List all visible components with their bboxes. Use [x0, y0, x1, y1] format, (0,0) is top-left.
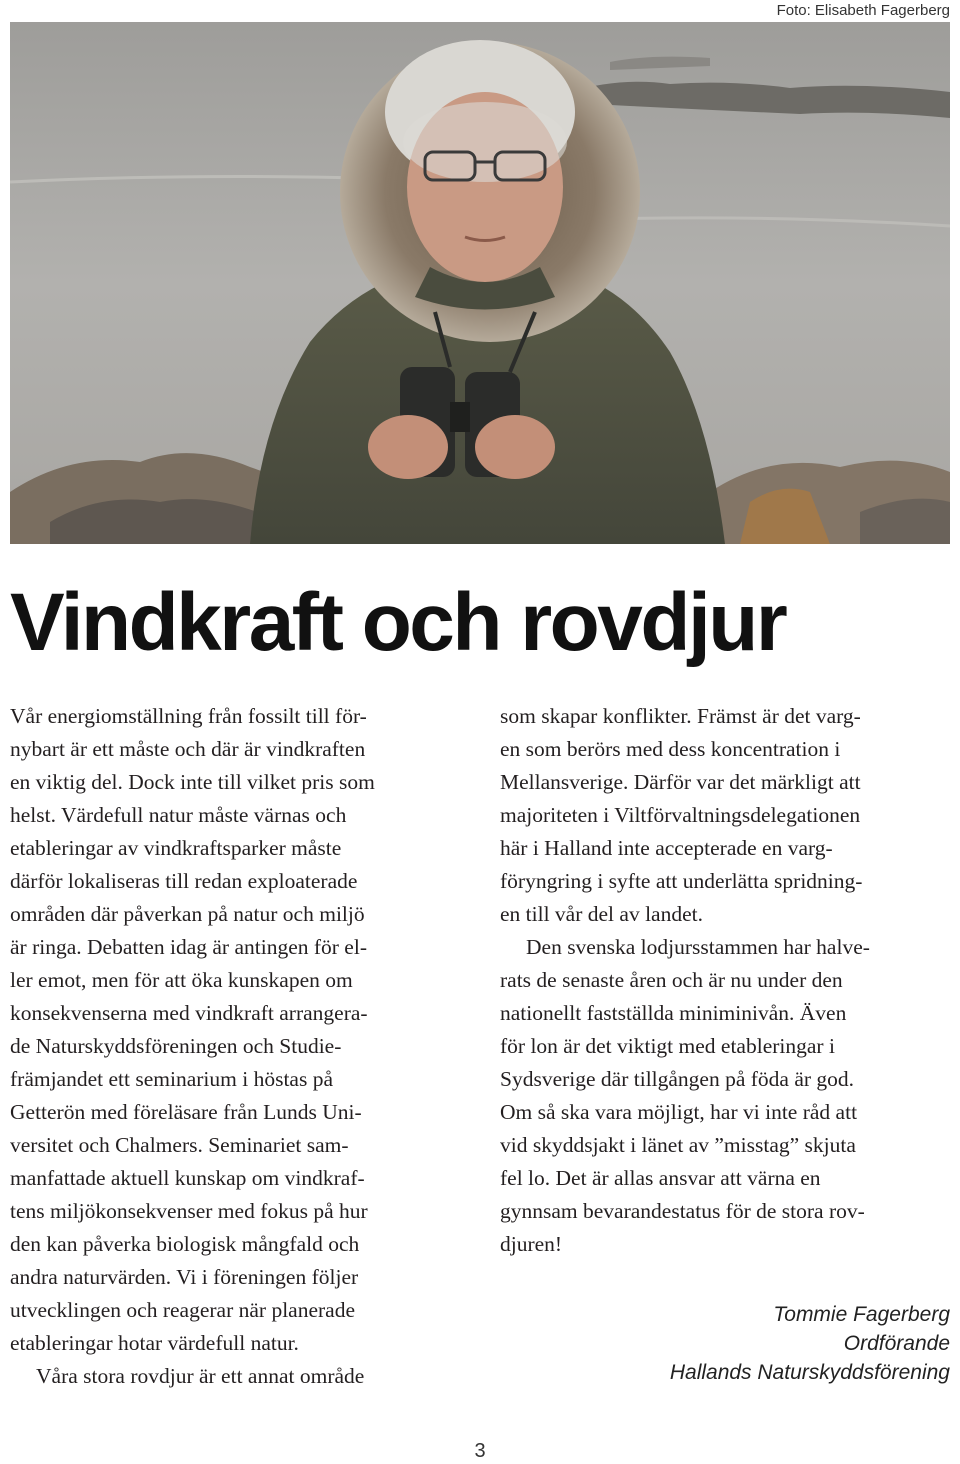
text-line: ler emot, men för att öka kunskapen om	[10, 968, 353, 992]
text-line: Den svenska lodjursstammen har halve-	[526, 935, 870, 959]
text-line: Mellansverige. Därför var det märkligt att	[500, 770, 861, 794]
signature-role: Ordförande	[843, 1332, 950, 1355]
article-left-column	[10, 700, 458, 1393]
text-line: manfattade aktuell kunskap om vindkraf-	[10, 1166, 365, 1190]
text-line: en viktig del. Dock inte till vilket pris som	[10, 770, 375, 794]
text-line: nybart är ett måste och där är vindkraften	[10, 737, 366, 761]
text-line: versitet och Chalmers. Seminariet sam-	[10, 1133, 349, 1157]
portrait-photo	[10, 22, 950, 544]
text-line: Om så ska vara möjligt, har vi inte råd att	[500, 1100, 858, 1124]
text-line: majoriteten i Viltförvaltningsdelegationen	[500, 803, 861, 827]
article-right-column	[500, 700, 950, 1261]
text-line: andra naturvärden. Vi i föreningen följer	[10, 1265, 359, 1289]
signature-name: Tommie Fagerberg	[773, 1303, 950, 1326]
text-line: en som berörs med dess koncentration i	[500, 737, 841, 761]
text-line: tens miljökonsekvenser med fokus på hur	[10, 1199, 368, 1223]
text-line: helst. Värdefull natur måste värnas och	[10, 803, 347, 827]
text-line: för lon är det viktigt med etableringar i	[500, 1034, 835, 1058]
text-line: vid skyddsjakt i länet av ”misstag” skjuta	[500, 1133, 856, 1157]
text-line: etableringar av vindkraftsparker måste	[10, 836, 342, 860]
text-line: djuren!	[500, 1232, 563, 1256]
text-line: den kan påverka biologisk mångfald och	[10, 1232, 360, 1256]
text-line: de Naturskyddsföreningen och Studie-	[10, 1034, 342, 1058]
text-line: därför lokaliseras till redan exploaterade	[10, 869, 358, 893]
text-line: fel lo. Det är allas ansvar att värna en	[500, 1166, 821, 1190]
article-headline: Vindkraft och rovdjur	[10, 577, 786, 668]
paragraph	[10, 1360, 458, 1393]
text-line: Getterön med föreläsare från Lunds Uni-	[10, 1100, 362, 1124]
text-line: föryngring i syfte att underlätta spridning-	[500, 869, 863, 893]
text-line: gynnsam bevarandestatus för de stora rov-	[500, 1199, 865, 1223]
text-line: en till vår del av landet.	[500, 902, 703, 926]
text-line: främjandet ett seminarium i höstas på	[10, 1067, 334, 1091]
photo-credit: Foto: Elisabeth Fagerberg	[776, 2, 950, 19]
signature-organization: Hallands Naturskyddsförening	[669, 1361, 950, 1384]
text-line: etableringar hotar värdefull natur.	[10, 1331, 299, 1355]
text-line: konsekvenserna med vindkraft arrangera-	[10, 1001, 368, 1025]
text-line: nationellt fastställda miniminivån. Även	[500, 1001, 847, 1025]
paragraph-continued	[500, 964, 950, 1261]
paragraph	[10, 700, 458, 1360]
signature-block	[670, 1300, 950, 1387]
page-number: 3	[474, 1440, 486, 1462]
text-line: som skapar konflikter. Främst är det varg-	[500, 704, 861, 728]
text-line: här i Halland inte accepterade en varg-	[500, 836, 833, 860]
text-line: rats de senaste åren och är nu under den	[500, 968, 843, 992]
text-line: områden där påverkan på natur och miljö	[10, 902, 365, 926]
text-line: Sydsverige där tillgången på föda är god.	[500, 1067, 855, 1091]
paragraph	[500, 931, 950, 964]
paragraph	[500, 700, 950, 931]
text-line: Våra stora rovdjur är ett annat område	[36, 1364, 365, 1388]
text-line: utvecklingen och reagerar när planerade	[10, 1298, 355, 1322]
text-line: Vår energiomställning från fossilt till för-	[10, 704, 367, 728]
text-line: är ringa. Debatten idag är antingen för el-	[10, 935, 367, 959]
